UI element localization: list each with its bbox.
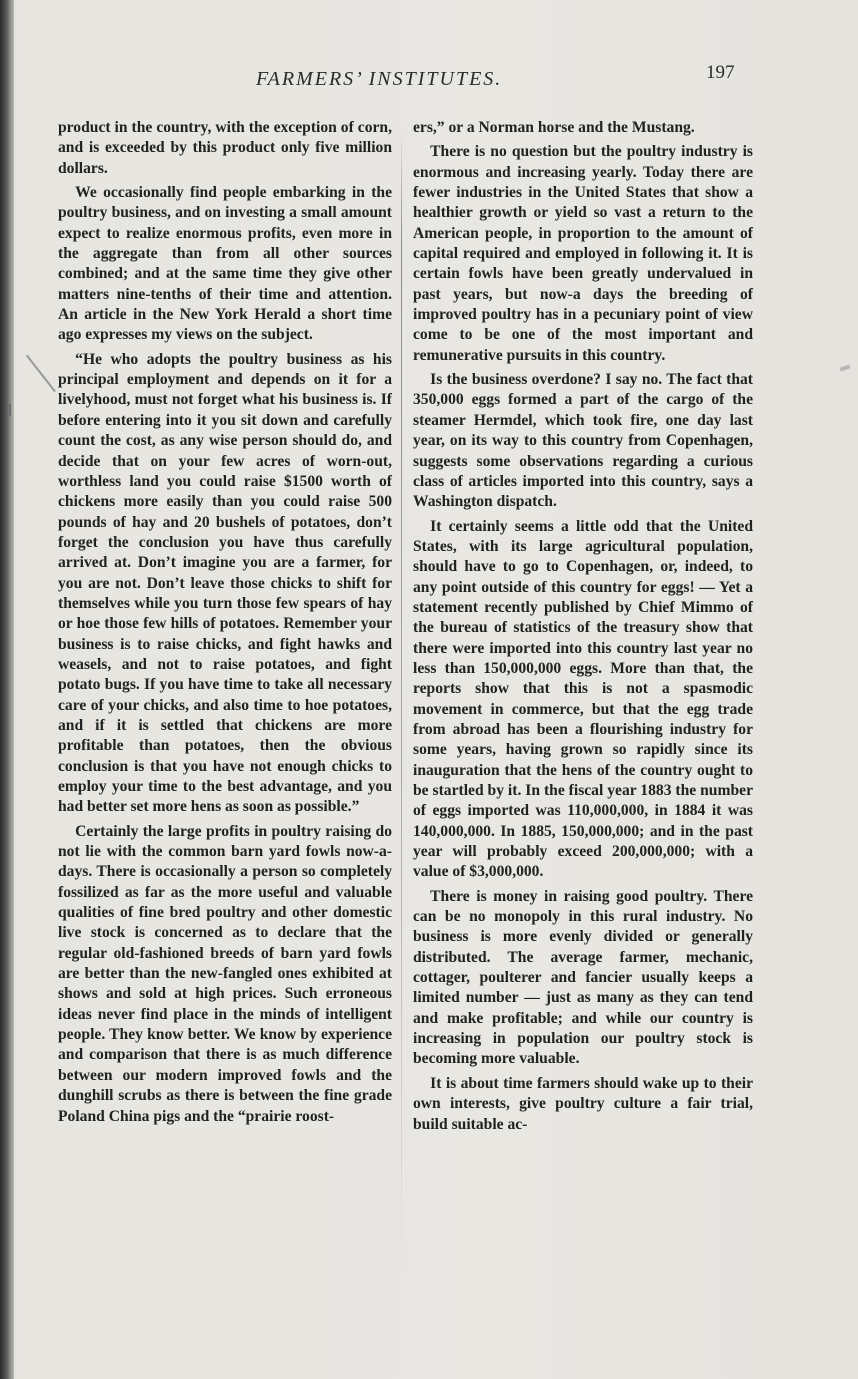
paragraph: It certainly seems a little odd that the United States, with its large agricultural population, should have to go to Copenhagen, or, indeed, to any point outside of this country for eggs! — Yet a statement recently published by Chief Mimmo of the bureau of statistics of the treasury show that there were imported into this country last year no less than 150,000,000 eggs. More than that, the reports show that this is not a spasmodic movement in commerce, but that the egg trade from abroad has been a flourishing industry for some years, having grown so rapidly since its inauguration that the hens of the country ought to be startled by it. In the fiscal year 1883 the number of eggs imported was 110,000,000, in 1884 it was 140,000,000. In 1885, 150,000,000; and in the past year will probably exceed 200,000,000; with a value of $3,000,000. bbox=[413, 517, 753, 881]
paper-speck bbox=[840, 364, 851, 371]
pencil-margin-tick bbox=[9, 404, 11, 416]
paragraph: There is money in raising good poultry. There can be no monopoly in this rural industry. No business is more evenly divided or generally distributed. The average farmer, mechanic, cottager, poulterer and fancier usually keeps a limited number — just as many as they can tend and make profitable; and while our country is increasing in population our poultry stock is becoming more valuable. bbox=[413, 887, 753, 1068]
paragraph: We occasionally find people embarking in the poultry business, and on investing a small amount expect to realize enormous profits, even more in the aggregate than from all other sources combined; and at the same time they give other matters nine-tenths of their time and attention. An article in the New York Herald a short time ago expresses my views on the subject. bbox=[58, 184, 392, 344]
left-column bbox=[58, 118, 392, 1131]
quoted-paragraph: “He who adopts the poultry business as his principal employment and depends on it for a livelyhood, must not forget what his business is. If before entering into it you sit down and carefully count the cost, as any wise person should do, and decide that on your few acres of worn-out, worthless land you could raise $1500 worth of chickens more easily than you could raise 500 pounds of hay and 20 bushels of potatoes, don’t forget the conclusion you have thus carefully arrived at. Don’t imagine you are a farmer, for you are not. Don’t leave those chicks to shift for themselves while you turn those few spears of hay or hoe those few hills of potatoes. Remember your business is to raise chicks, and fight hawks and weasels, and not to raise potatoes, and fight potato bugs. If you have time to take all necessary care of your chicks, and also time to hoe potatoes, and if it is settled that chickens are more profitable than potatoes, then the obvious conclusion is that you have not enough chicks to employ your time to the best advantage, and you had better set more hens as soon as possible.” bbox=[58, 350, 392, 816]
paragraph: product in the country, with the exception of corn, and is exceeded by this product only five million dollars. bbox=[58, 119, 392, 177]
page-number: 197 bbox=[706, 62, 735, 83]
running-head: FARMERS’ INSTITUTES. bbox=[256, 68, 503, 90]
paragraph: ers,” or a Norman horse and the Mustang. bbox=[413, 119, 695, 136]
book-spine-shadow bbox=[0, 0, 14, 1379]
page-header bbox=[0, 62, 858, 92]
paragraph: There is no question but the poultry industry is enormous and increasing yearly. Today there are fewer industries in the United States that show a healthier growth or yield so vast a return to the American people, in proportion to the amount of capital required and employed in following it. It is certain fowls have been greatly undervalued in past years, but now-a days the breeding of improved poultry has in a pecuniary point of view come to be one of the most important and remunerative pursuits in this country. bbox=[413, 143, 753, 364]
paragraph: Is the business overdone? I say no. The fact that 350,000 eggs formed a part of the cargo of the steamer Hermdel, which took fire, one day last year, on its way to this country from Copenhagen, suggests some observations regarding a curious class of articles imported into this country, says a Washington dispatch. bbox=[413, 371, 753, 511]
right-column bbox=[413, 118, 753, 1139]
pencil-margin-mark bbox=[26, 355, 56, 392]
paragraph: Certainly the large profits in poultry raising do not lie with the common barn yard fowls now-a-days. There is occasionally a person so completely fossilized as far as the more useful and valuable qualities of fine bred poultry and other domestic live stock is concerned as to declare that the regular old-fashioned breeds of barn yard fowls are better than the new-fangled ones exhibited at shows and sold at high prices. Such erroneous ideas never find place in the minds of intelligent people. They know better. We know by experience and comparison that there is as much difference between our modern improved fowls and the dunghill scrubs as there is between the fine grade Poland China pigs and the “prairie roost- bbox=[58, 822, 392, 1125]
paragraph: It is about time farmers should wake up to their own interests, give poultry culture a fair trial, build suitable ac- bbox=[413, 1074, 753, 1133]
column-divider bbox=[401, 128, 402, 1278]
